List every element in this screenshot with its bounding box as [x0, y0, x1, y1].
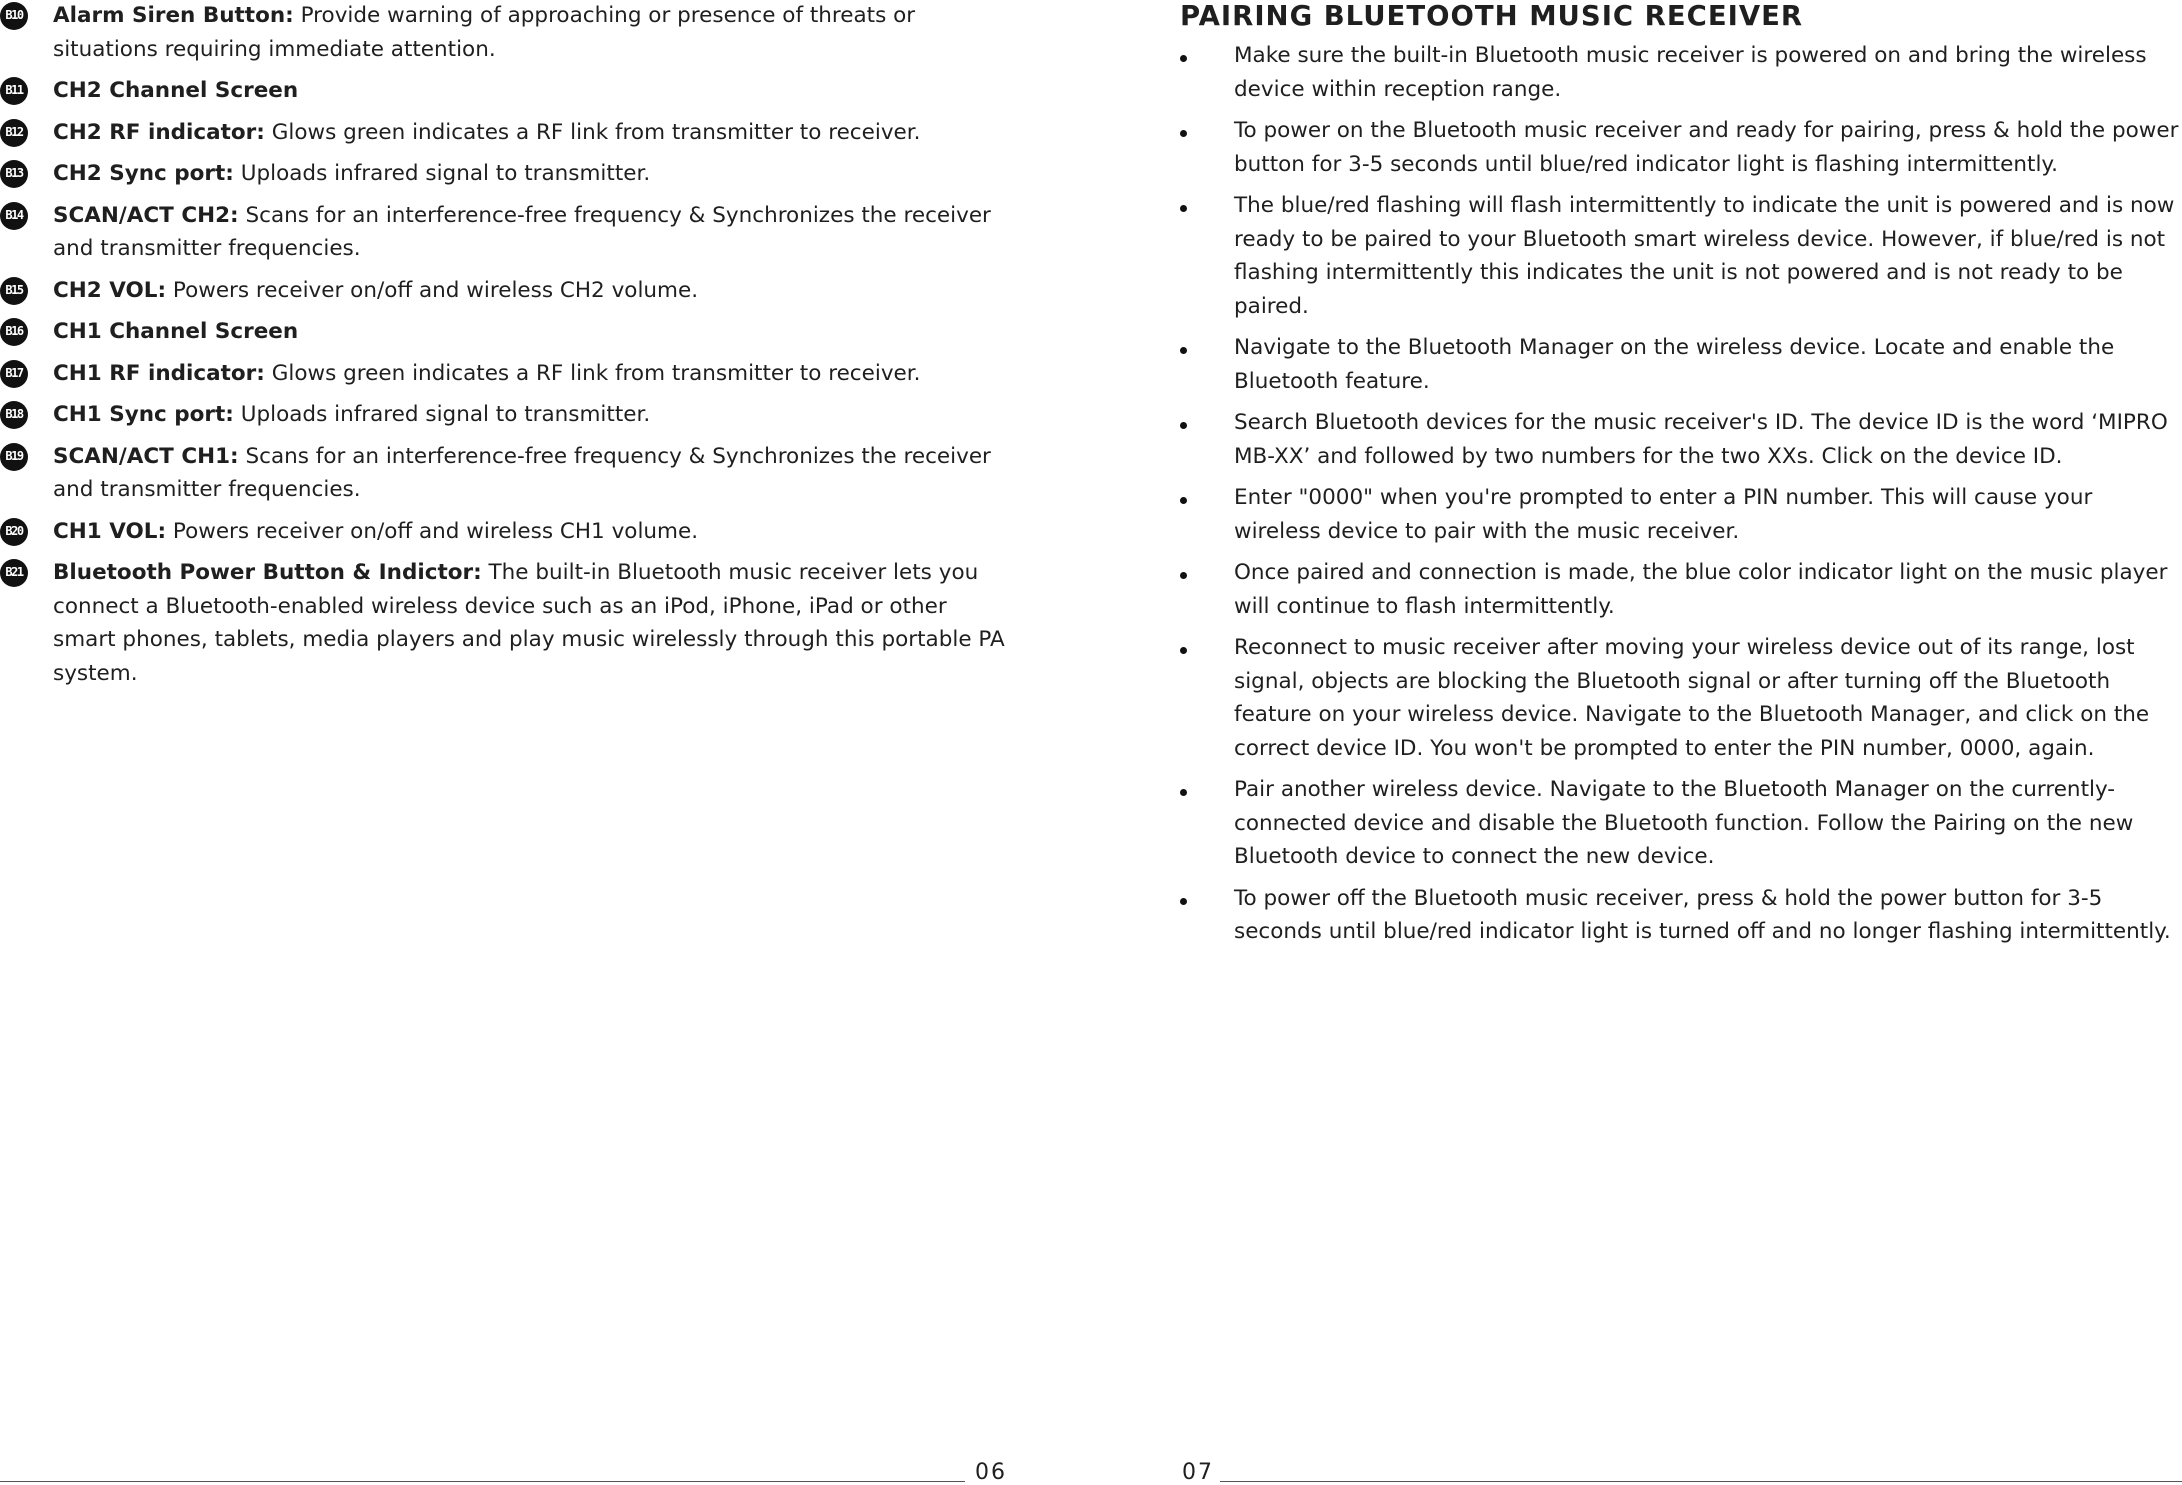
list-item-text: Enter "0000" when you're prompted to enter a PIN number. This will cause your wireless device to pair with the music receiver.: [1234, 485, 2093, 544]
list-item: [1180, 631, 2180, 765]
list-item: [1180, 189, 2180, 323]
legend-item-b10: [0, 0, 1010, 66]
legend-desc: Powers receiver on/off and wireless CH2 volume.: [166, 277, 699, 303]
legend-desc: Uploads infrared signal to transmitter.: [233, 402, 651, 427]
list-item-text: To power on the Bluetooth music receiver and ready for pairing, press & hold the power button for 3-5 seconds until blue/red indicator light is flashing intermittently.: [1234, 118, 2179, 177]
left-page: [0, 0, 1010, 698]
badge-b21-icon: B21: [0, 559, 28, 587]
bullet-dot-icon: [1180, 55, 1187, 62]
list-item: [1180, 406, 2180, 473]
list-item-text: Pair another wireless device. Navigate to the Bluetooth Manager on the currently-connected device and disable the Bluetooth function. Follow the Pairing on the new Bluetooth device to connect the new device.: [1234, 777, 2134, 869]
footer-divider-left: [0, 1481, 965, 1482]
legend-term: CH2 RF indicator:: [53, 119, 265, 145]
section-title: PAIRING BLUETOOTH MUSIC RECEIVER: [1180, 0, 1804, 32]
list-item-text: To power off the Bluetooth music receiver, press & hold the power button for 3-5 seconds until blue/red indicator light is turned off and no longer flashing intermittently.: [1234, 885, 2171, 944]
legend-desc: Scans for an interference-free frequency & Synchronizes the receiver and transmitter frequencies.: [53, 443, 991, 502]
list-item: [1180, 773, 2180, 874]
list-item-text: The blue/red flashing will flash intermittently to indicate the unit is powered and is now ready to be paired to your Bluetooth smart wireless device. However, if blue/red is not flashing intermittently this indicates the unit is not powered and is not ready to be paired.: [1234, 193, 2175, 319]
legend-item-b17: [0, 357, 1010, 391]
list-item-text: Reconnect to music receiver after moving your wireless device out of its range, lost signal, objects are blocking the Bluetooth signal or after turning off the Bluetooth feature on your wireless device. Navigate to the Bluetooth Manager, and click on the correct device ID. You won't be prompted to enter the PIN number, 0000, again.: [1234, 635, 2150, 761]
page-number-left: 06: [975, 1460, 1007, 1485]
legend-item-b19: [0, 440, 1010, 507]
legend-term: CH2 VOL:: [53, 277, 167, 303]
list-item-text: Make sure the built-in Bluetooth music receiver is powered on and bring the wireless device within reception range.: [1234, 43, 2147, 102]
legend-term: CH2 Sync port:: [53, 161, 234, 186]
legend-item-b18: [0, 398, 1010, 432]
badge-b11-icon: B11: [0, 77, 28, 105]
legend-item-b12: [0, 116, 1010, 150]
legend-term: CH1 VOL:: [53, 518, 167, 544]
badge-b15-icon: B15: [0, 277, 28, 305]
list-item-text: Navigate to the Bluetooth Manager on the wireless device. Locate and enable the Bluetooth feature.: [1234, 335, 2115, 394]
right-page: [1180, 0, 2180, 957]
legend-desc: Powers receiver on/off and wireless CH1 volume.: [166, 518, 699, 544]
badge-b10-icon: B10: [0, 2, 28, 30]
legend-desc: Uploads infrared signal to transmitter.: [233, 161, 651, 186]
list-item: [1180, 331, 2180, 398]
legend-term: SCAN/ACT CH2:: [53, 202, 239, 228]
bullet-dot-icon: [1180, 789, 1187, 796]
list-item: [1180, 556, 2180, 623]
badge-b18-icon: B18: [0, 401, 28, 429]
list-item-text: Search Bluetooth devices for the music receiver's ID. The device ID is the word ‘MIPRO MB-XX’ and followed by two numbers for the two XXs. Click on the device ID.: [1234, 410, 2168, 469]
bullet-dot-icon: [1180, 898, 1187, 905]
legend-term: CH1 Sync port:: [53, 402, 234, 427]
badge-b20-icon: B20: [0, 518, 28, 546]
badge-b13-icon: B13: [0, 160, 28, 188]
legend-term: CH2 Channel Screen: [53, 78, 299, 103]
legend-term: CH1 Channel Screen: [53, 319, 299, 344]
legend-desc: The built-in Bluetooth music receiver lets you connect a Bluetooth-enabled wireless device such as an iPod, iPhone, iPad or other smart phones, tablets, media players and play music wirelessly through this portable PA system.: [53, 560, 1005, 686]
legend-term: CH1 RF indicator:: [53, 360, 265, 386]
bullet-dot-icon: [1180, 205, 1187, 212]
list-item: [1180, 882, 2180, 949]
badge-b12-icon: B12: [0, 119, 28, 147]
bullet-dot-icon: [1180, 497, 1187, 504]
badge-b14-icon: B14: [0, 202, 28, 230]
legend-desc: Scans for an interference-free frequency & Synchronizes the receiver and transmitter frequencies.: [53, 202, 991, 261]
legend-item-b16: [0, 315, 1010, 349]
list-item: [1180, 481, 2180, 548]
legend-item-b20: [0, 515, 1010, 549]
legend-item-b21: [0, 556, 1010, 690]
legend-item-b11: [0, 74, 1010, 108]
legend-term: SCAN/ACT CH1:: [53, 443, 239, 469]
footer-divider-right: [1220, 1481, 2182, 1482]
badge-b16-icon: B16: [0, 318, 28, 346]
legend-term: Bluetooth Power Button & Indictor:: [53, 560, 482, 585]
list-item: [1180, 39, 2180, 106]
legend-item-b13: [0, 157, 1010, 191]
bullet-dot-icon: [1180, 422, 1187, 429]
legend-item-b14: [0, 199, 1010, 266]
legend-desc: Provide warning of approaching or presence of threats or situations requiring immediate attention.: [53, 3, 916, 62]
page-number-right: 07: [1182, 1460, 1214, 1485]
bullet-dot-icon: [1180, 347, 1187, 354]
pairing-steps-list: [1180, 39, 2180, 949]
legend-desc: Glows green indicates a RF link from transmitter to receiver.: [264, 360, 921, 386]
list-item-text: Once paired and connection is made, the blue color indicator light on the music player will continue to flash intermittently.: [1234, 560, 2168, 619]
list-item: [1180, 114, 2180, 181]
badge-b19-icon: B19: [0, 443, 28, 471]
bullet-dot-icon: [1180, 130, 1187, 137]
legend-desc: Glows green indicates a RF link from transmitter to receiver.: [264, 119, 921, 145]
bullet-dot-icon: [1180, 572, 1187, 579]
legend-item-b15: [0, 274, 1010, 308]
legend-term: Alarm Siren Button:: [53, 3, 294, 28]
badge-b17-icon: B17: [0, 360, 28, 388]
bullet-dot-icon: [1180, 647, 1187, 654]
